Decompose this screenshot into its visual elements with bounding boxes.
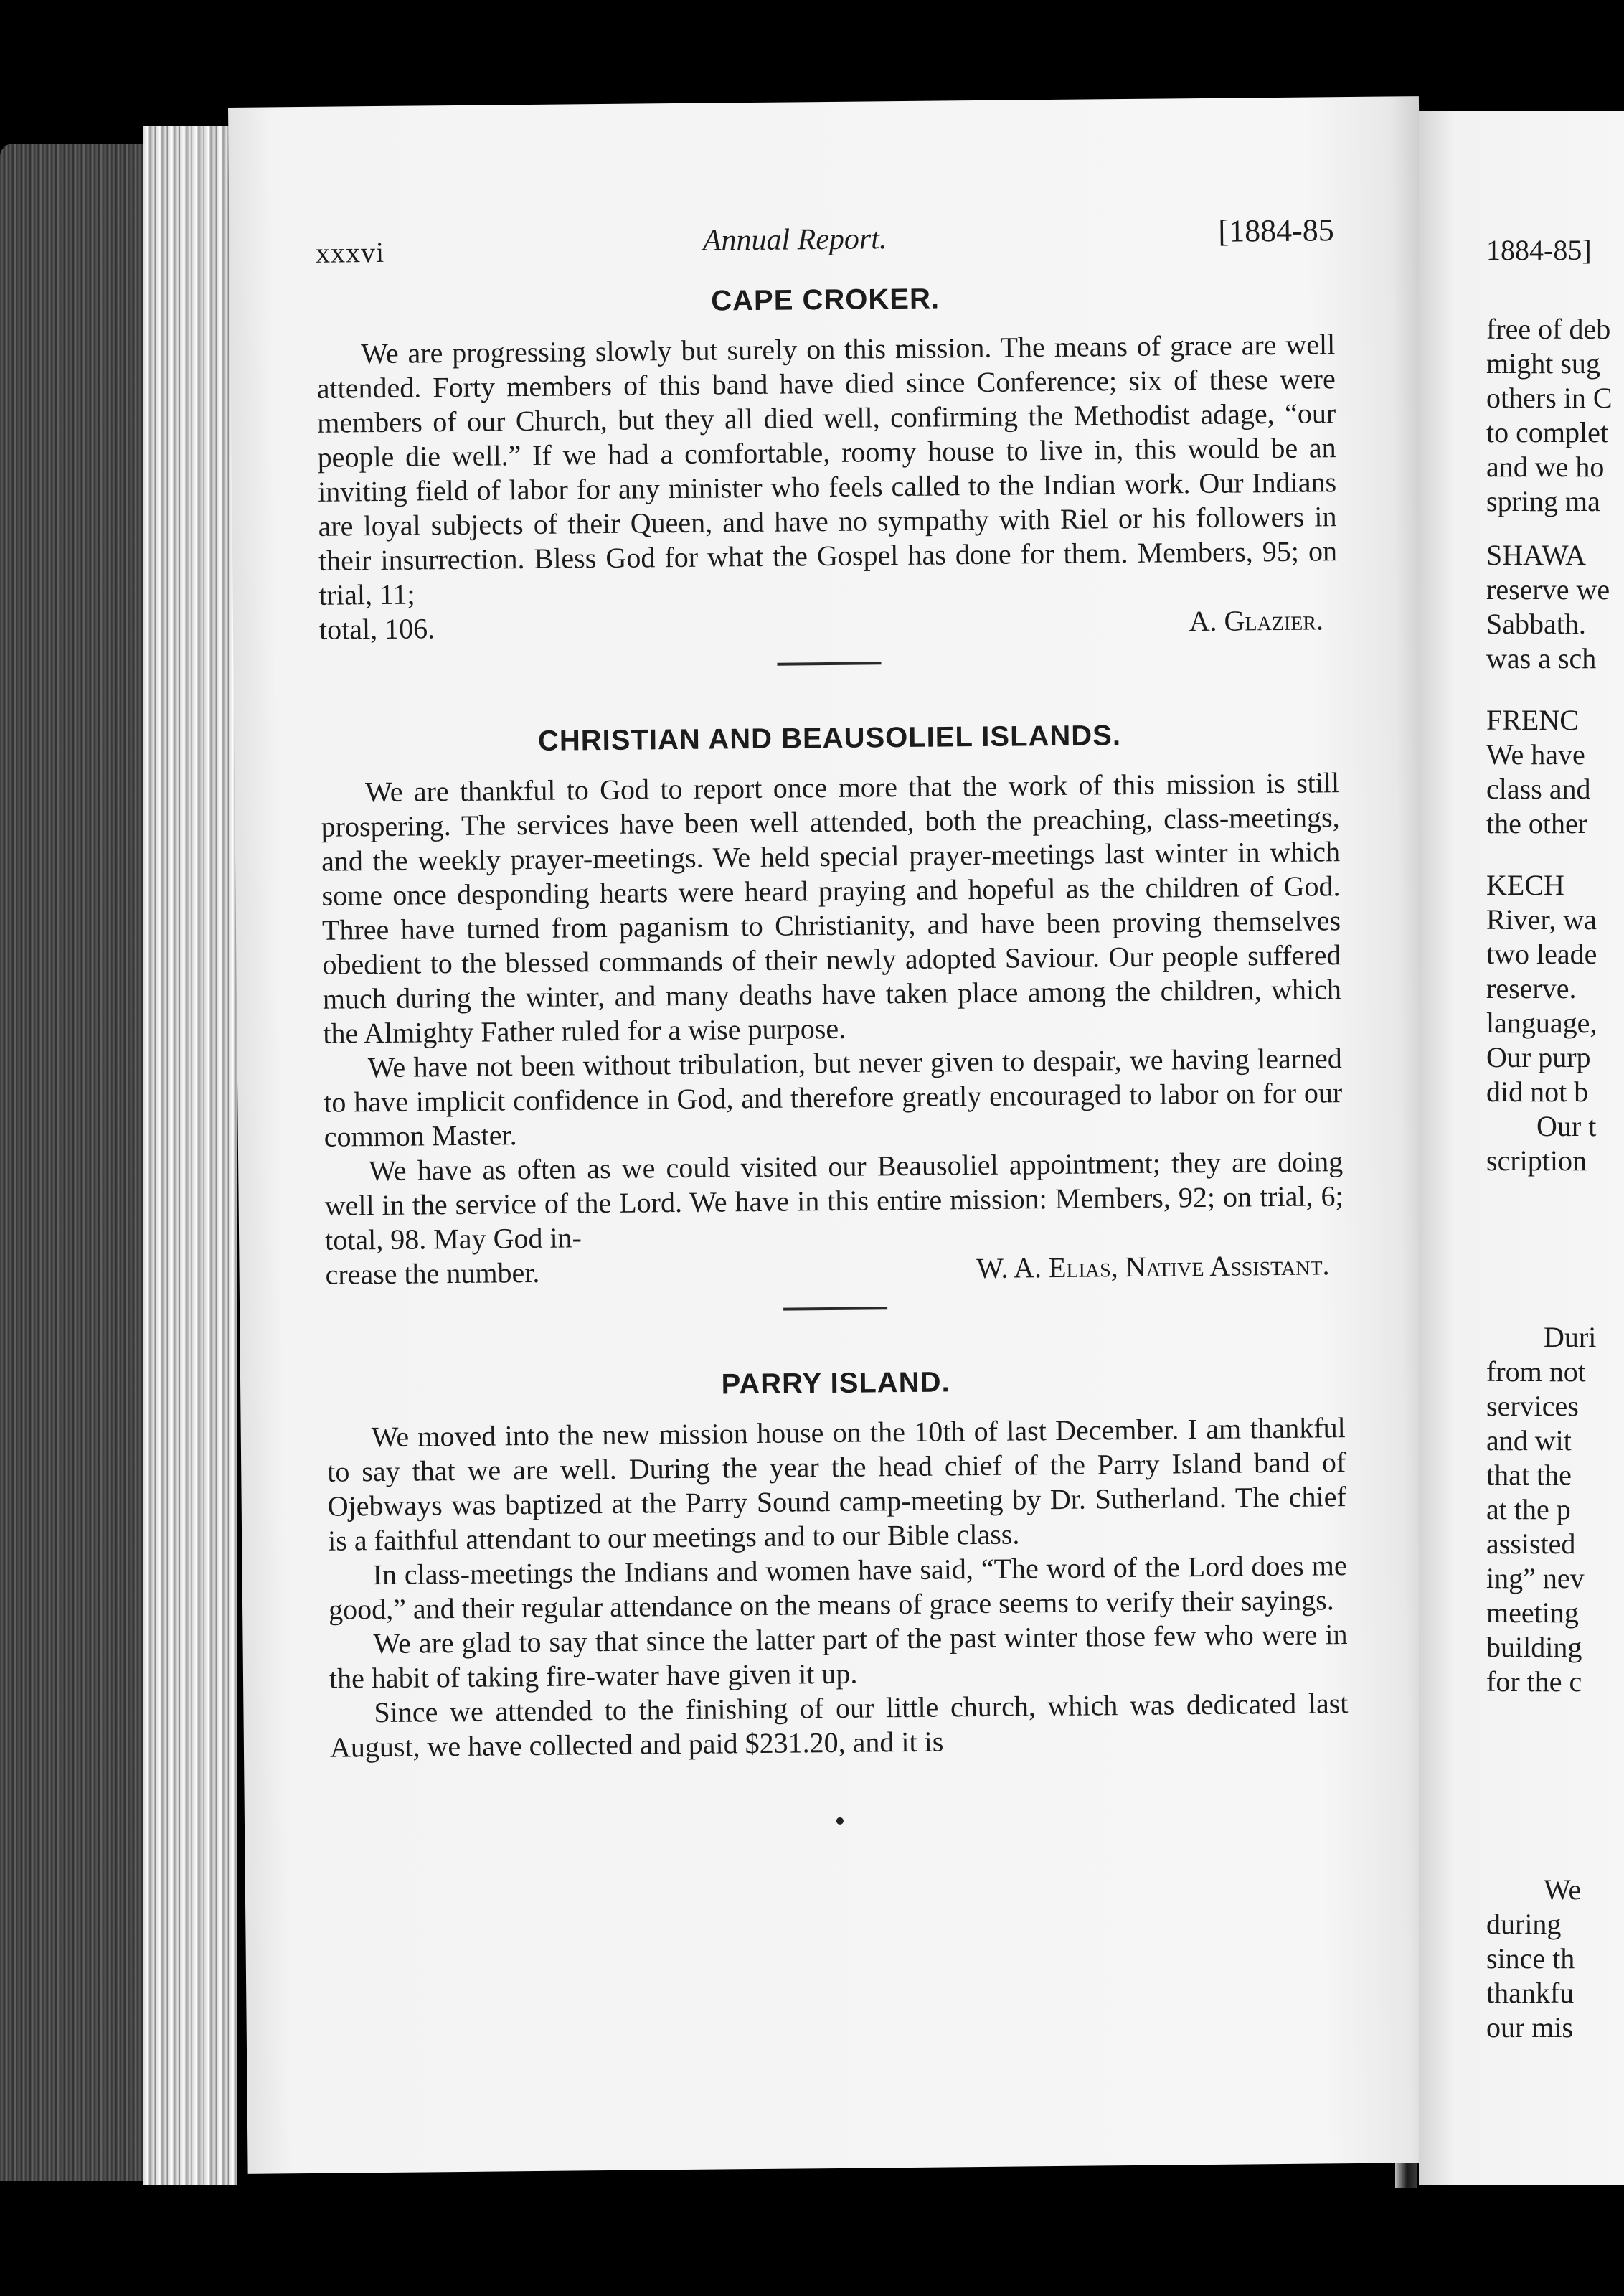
right-page-block xyxy=(1486,868,1624,1178)
text-line: for the c xyxy=(1486,1665,1582,1698)
text-line: We have xyxy=(1486,738,1585,771)
closing-text: crease the number. xyxy=(325,1256,540,1291)
left-page-content xyxy=(316,212,1349,1830)
text-line: SHAWA xyxy=(1486,539,1587,571)
text-line: River, wa xyxy=(1486,903,1597,936)
text-line: We xyxy=(1544,1873,1582,1906)
right-page-block xyxy=(1486,312,1624,519)
year-range: [1884-85 xyxy=(1218,212,1334,249)
paragraph: We moved into the new mission house on the 10th of last December. I am thankful to say that we are well. During the year the head chief of the Parry Island band of Ojebways was baptized at the Parry Sound camp-meeting by Dr. Sutherland. The chief is a faithful attendant to our meetings and to our Bible class. xyxy=(327,1411,1346,1557)
text-line: class and xyxy=(1486,773,1591,805)
section-christian-beausoliel xyxy=(320,718,1344,1292)
text-line: and wit xyxy=(1486,1424,1572,1457)
text-line: assisted xyxy=(1486,1528,1576,1560)
paragraph: In class-meetings the Indians and women have said, “The word of the Lord does me good,” and their regular attendance on the means of grace seems to verify their sayings. xyxy=(328,1549,1347,1626)
text-line: reserve. xyxy=(1486,972,1577,1004)
text-line: Duri xyxy=(1544,1321,1597,1353)
signature: A. Glazier. xyxy=(1189,603,1324,638)
page-number: xxxvi xyxy=(315,235,385,269)
section-divider xyxy=(777,662,881,665)
text-line: Our t xyxy=(1536,1110,1597,1142)
text-line: Sabbath. xyxy=(1486,608,1586,640)
text-line: services xyxy=(1486,1390,1579,1422)
text-line: since th xyxy=(1486,1942,1575,1975)
text-line: two leade xyxy=(1486,938,1597,970)
text-line: the other xyxy=(1486,807,1588,839)
text-line: free of deb xyxy=(1486,313,1611,345)
text-line: and we ho xyxy=(1486,451,1605,483)
text-line: language, xyxy=(1486,1007,1597,1039)
left-page xyxy=(228,96,1439,2174)
text-line: our mis xyxy=(1486,2011,1574,2043)
text-line: at the p xyxy=(1486,1493,1571,1525)
text-line: did not b xyxy=(1486,1076,1589,1108)
paragraph: We have as often as we could visited our Beausoliel appointment; they are doing well in the service of the Lord. We have in this entire mission: Members, 92; on trial, 6; total, 98. May God in- xyxy=(324,1145,1344,1256)
paragraph: We have not been without tribulation, but never given to despair, we having learned to have implicit confidence in God, and therefore greatly encouraged to labor on for our common Master. xyxy=(324,1042,1343,1153)
text-line: might sug xyxy=(1486,347,1600,380)
page-stack xyxy=(143,126,237,2185)
signature: W. A. Elias, Native Assistant. xyxy=(976,1248,1330,1285)
paragraph: We are glad to say that since the latter part of the past winter those few who were in the habit of taking fire-water have given it up. xyxy=(329,1618,1348,1695)
section-heading: CAPE CROKER. xyxy=(711,283,940,317)
text-line: to complet xyxy=(1486,416,1608,448)
section-cape-croker xyxy=(316,279,1338,647)
text-line: scription xyxy=(1486,1144,1587,1177)
paragraph: Since we attended to the finishing of our little church, which was dedicated last August, we have collected and paid $231.20, and it is xyxy=(329,1687,1349,1764)
paragraph: We are thankful to God to report once more that the work of this mission is still prospering. The services have been well attended, both the preaching, class-meetings, and the weekly prayer-meetings. We held special prayer-meetings last winter in which some once desponding hearts were heard praying and hopeful as the children of God. Three have turned from paganism to Christianity, and have been proving themselves obedient to the blessed commands of their newly adopted Saviour. Our people suffered much during the winter, and many deaths have taken place among the children, which the Almighty Father ruled for a wise purpose. xyxy=(321,766,1342,1050)
text-line: ing” nev xyxy=(1486,1562,1585,1594)
printer-mark xyxy=(836,1817,844,1825)
text-line: during xyxy=(1486,1908,1562,1940)
right-page-block xyxy=(1486,1873,1624,2045)
running-header xyxy=(316,212,1335,272)
right-page-block xyxy=(1486,1320,1624,1699)
section-heading: PARRY ISLAND. xyxy=(721,1366,950,1401)
right-page-year: 1884-85] xyxy=(1486,234,1592,266)
text-line: from not xyxy=(1486,1355,1586,1388)
text-line: thankfu xyxy=(1486,1977,1575,2009)
right-page-block xyxy=(1486,703,1624,841)
text-line: others in C xyxy=(1486,382,1613,414)
section-heading: CHRISTIAN AND BEAUSOLIEL ISLANDS. xyxy=(537,720,1122,757)
text-line: spring ma xyxy=(1486,485,1600,517)
text-line: that the xyxy=(1486,1459,1572,1491)
text-line: FRENC xyxy=(1486,704,1579,736)
text-line: reserve we xyxy=(1486,573,1610,606)
text-line: was a sch xyxy=(1486,642,1597,674)
text-line: KECH xyxy=(1486,869,1564,901)
text-line: meeting xyxy=(1486,1596,1579,1629)
running-title: Annual Report. xyxy=(702,222,887,258)
text-line: Our purp xyxy=(1486,1041,1591,1073)
text-line: building xyxy=(1486,1631,1582,1663)
paragraph: We are progressing slowly but surely on this mission. The means of grace are well attended. Forty members of this band have died since Conference; six of these were members of our Church, but they all died well, confirming the Methodist adage, “our people die well.” If we had a comfortable, roomy house to live in, this would be an inviting field of labor for any minister who feels called to the Indian work. Our Indians are loyal subjects of their Queen, and have no sympathy with Riel or his followers in their insurrection. Bless God for what the Gospel has done for them. Members, 95; on trial, 11; xyxy=(316,328,1338,611)
right-page-block xyxy=(1486,538,1624,676)
section-divider xyxy=(783,1307,887,1310)
closing-text: total, 106. xyxy=(318,612,435,646)
section-parry-island xyxy=(326,1363,1349,1765)
